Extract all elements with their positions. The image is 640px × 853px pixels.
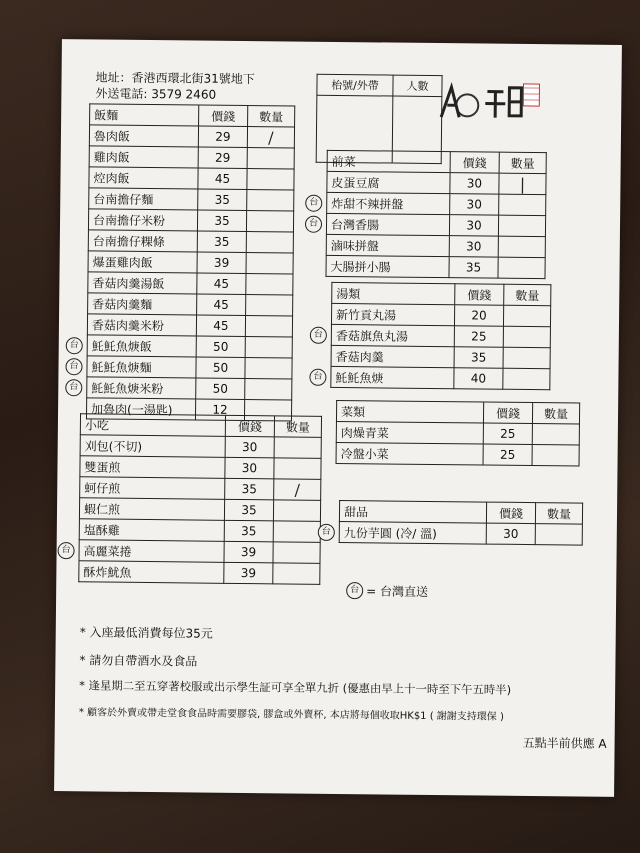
taiwan-direct-icon: 台 xyxy=(305,216,322,233)
item-name-text: 雞肉飯 xyxy=(93,149,130,165)
menu-item-row xyxy=(87,377,292,400)
item-price: 39 xyxy=(224,562,273,584)
item-name xyxy=(61,540,224,563)
item-name-text: 九份芋圓 (冷/ 溫) xyxy=(343,525,437,541)
vegetables-table xyxy=(336,400,581,467)
price-header: 價錢 xyxy=(199,105,248,127)
item-quantity-cell[interactable] xyxy=(498,236,545,257)
note-min-charge: * 入座最低消費每位35元 xyxy=(79,625,213,641)
item-name-text: 台南擔仔麵 xyxy=(93,191,154,207)
menu-item-row xyxy=(79,498,320,522)
item-price: 25 xyxy=(483,423,532,445)
dine-takeaway-label: 枱號/外帶 xyxy=(317,74,393,96)
item-name-text: 魠魠魚焿 xyxy=(335,370,384,385)
item-name xyxy=(88,209,197,231)
item-quantity-cell[interactable] xyxy=(246,232,293,253)
item-name xyxy=(336,421,483,444)
restaurant-logo xyxy=(437,77,541,126)
item-name xyxy=(79,519,224,542)
item-name-text: 新竹貢丸湯 xyxy=(336,307,397,323)
item-price: 25 xyxy=(483,444,532,466)
item-quantity-cell[interactable] xyxy=(503,326,550,347)
item-price: 45 xyxy=(197,273,246,295)
item-name-text: 蚵仔煎 xyxy=(84,480,121,496)
taiwan-direct-icon: 台 xyxy=(318,524,335,541)
menu-item-row xyxy=(80,456,321,480)
item-name xyxy=(326,234,449,256)
menu-item-row xyxy=(79,540,320,564)
item-price: 35 xyxy=(197,210,246,232)
item-price: 20 xyxy=(454,305,503,327)
qty-header: 數量 xyxy=(248,106,295,127)
item-name xyxy=(69,335,196,357)
item-name-text: 皮蛋豆腐 xyxy=(331,175,380,190)
menu-item-row xyxy=(80,477,321,501)
taiwan-direct-icon: 台 xyxy=(58,542,75,559)
item-name xyxy=(88,272,197,294)
item-name-text: 加魯肉(一湯匙) xyxy=(91,401,173,417)
item-name-text: 魠魠魚焿飯 xyxy=(91,338,152,354)
item-name-text: 酥炸魷魚 xyxy=(83,564,132,580)
taiwan-direct-icon: 台 xyxy=(305,195,322,212)
item-quantity-cell[interactable] xyxy=(532,424,579,445)
item-name xyxy=(89,146,198,168)
item-quantity-cell[interactable] xyxy=(247,169,294,190)
menu-item-row xyxy=(326,255,545,278)
item-name xyxy=(69,377,196,399)
menu-item-row xyxy=(89,188,294,211)
price-header: 價錢 xyxy=(486,502,535,524)
menu-item-row xyxy=(89,146,294,169)
handwritten-tally-mark: / xyxy=(268,127,274,147)
menu-item-row xyxy=(336,442,579,466)
item-price: 29 xyxy=(198,126,247,148)
item-price: 30 xyxy=(486,523,535,545)
footer-note: 五點半前供應 A xyxy=(522,735,607,751)
item-price: 30 xyxy=(225,457,274,479)
menu-item-row xyxy=(327,192,546,215)
item-name-text: 高麗菜捲 xyxy=(83,543,132,559)
item-name xyxy=(313,324,454,346)
menu-item-row xyxy=(88,293,293,316)
item-name xyxy=(89,167,198,189)
item-quantity-cell[interactable] xyxy=(274,437,321,458)
note-no-byob: * 請勿自帶酒水及食品 xyxy=(79,653,198,669)
item-name xyxy=(89,125,198,147)
item-name-text: 香菇肉羹湯飯 xyxy=(92,275,165,291)
item-name-text: 魠魠魚焿麵 xyxy=(91,359,152,375)
item-name xyxy=(89,188,198,210)
snacks-title: 小吃 xyxy=(80,414,225,437)
handwritten-tally-mark: / xyxy=(294,480,301,500)
menu-item-row xyxy=(327,171,546,194)
menu-item-row xyxy=(87,356,292,379)
item-quantity-cell[interactable] xyxy=(503,368,550,389)
item-quantity-cell[interactable] xyxy=(246,274,293,295)
item-name xyxy=(88,251,197,273)
persons-label: 人數 xyxy=(393,75,442,97)
menu-item-row xyxy=(79,561,320,585)
item-price: 50 xyxy=(196,378,245,400)
item-name xyxy=(327,171,450,193)
item-quantity-cell[interactable] xyxy=(498,215,545,236)
item-name-text: 香菇旗魚丸湯 xyxy=(335,328,408,344)
rice-noodles-table xyxy=(69,103,295,421)
item-name-text: 魠魠魚焿米粉 xyxy=(91,380,164,396)
item-name-text: 香菇肉羹麵 xyxy=(92,296,153,312)
qty-header: 數量 xyxy=(274,416,321,437)
item-quantity-cell[interactable] xyxy=(246,253,293,274)
snacks-table xyxy=(61,413,322,585)
item-name xyxy=(80,456,225,479)
legend-text: = 台灣直送 xyxy=(366,584,429,599)
item-name-text: 香菇肉羹米粉 xyxy=(91,317,165,333)
item-quantity-cell[interactable] xyxy=(247,127,294,148)
price-header: 價錢 xyxy=(483,402,532,424)
menu-item-row xyxy=(89,125,294,148)
item-name xyxy=(87,314,196,336)
item-quantity-cell[interactable] xyxy=(247,190,294,211)
item-price: 30 xyxy=(225,436,274,458)
item-quantity-cell[interactable] xyxy=(273,521,320,542)
item-name xyxy=(326,255,449,277)
item-quantity-cell[interactable] xyxy=(274,458,321,479)
item-name-text: 台灣香腸 xyxy=(330,217,380,232)
item-name xyxy=(321,522,486,545)
item-price: 45 xyxy=(196,315,245,337)
item-quantity-cell[interactable] xyxy=(498,257,545,278)
menu-item-row xyxy=(326,234,545,257)
item-price: 35 xyxy=(454,347,503,369)
item-price: 40 xyxy=(454,368,503,390)
item-name xyxy=(313,366,454,388)
item-quantity-cell[interactable] xyxy=(245,316,292,337)
item-name-text: 刈包(不切) xyxy=(84,438,143,454)
item-name-text: 大腸拼小腸 xyxy=(330,259,391,275)
menu-item-row xyxy=(339,522,582,546)
item-price: 30 xyxy=(450,194,499,216)
taiwan-direct-icon: 台 xyxy=(66,337,83,354)
menu-sheet xyxy=(54,39,622,797)
item-quantity-cell[interactable] xyxy=(503,347,550,368)
item-price: 35 xyxy=(197,231,246,253)
item-quantity-cell[interactable] xyxy=(274,479,321,500)
item-name xyxy=(79,498,224,521)
item-quantity-cell[interactable] xyxy=(273,563,320,584)
qty-header: 數量 xyxy=(535,503,582,524)
item-quantity-cell[interactable] xyxy=(273,500,320,521)
item-name-text: 爆蛋雞肉飯 xyxy=(92,254,153,270)
item-price: 35 xyxy=(224,499,273,521)
item-name xyxy=(69,356,196,378)
menu-item-row xyxy=(89,167,294,190)
item-price: 35 xyxy=(198,189,247,211)
note-packaging-charge: * 顧客於外賣或帶走堂食食品時需要膠袋, 膠盒或外賣杯, 本店將每個收取HK$1 ( 謝謝支持環保 ) xyxy=(78,707,504,723)
item-name-text: 魯肉飯 xyxy=(93,128,131,144)
item-name-text: 香菇肉羹 xyxy=(335,349,384,364)
menu-item-row xyxy=(331,345,550,368)
vegetables-title: 菜類 xyxy=(336,400,483,423)
item-name-text: 炸甜不辣拼盤 xyxy=(331,196,404,212)
item-quantity-cell[interactable] xyxy=(245,379,292,400)
item-price: 30 xyxy=(449,215,498,237)
qty-header: 數量 xyxy=(532,403,579,424)
item-price: 29 xyxy=(198,147,247,169)
qty-header: 數量 xyxy=(504,284,551,305)
item-name-text: 蝦仁煎 xyxy=(83,501,121,517)
menu-item-row xyxy=(88,251,293,274)
item-quantity-cell[interactable] xyxy=(245,358,292,379)
menu-item-row xyxy=(331,303,550,326)
item-name xyxy=(79,561,224,584)
item-name-text: 雙蛋煎 xyxy=(84,459,121,475)
taiwan-direct-icon: 台 xyxy=(65,358,82,375)
item-name xyxy=(80,435,225,458)
soups-table xyxy=(313,282,551,390)
item-name xyxy=(331,303,454,325)
price-header: 價錢 xyxy=(225,415,274,437)
item-price: 30 xyxy=(449,236,498,258)
taiwan-direct-icon: 台 xyxy=(346,582,363,599)
item-name xyxy=(88,230,197,252)
menu-item-row xyxy=(88,272,293,295)
item-name xyxy=(80,477,225,500)
item-quantity-cell[interactable] xyxy=(503,305,550,326)
item-name-text: 台南擔仔粿條 xyxy=(92,233,165,249)
menu-item-row xyxy=(336,421,579,445)
price-header: 價錢 xyxy=(450,152,499,174)
delivery-phone: 外送電話: 3579 2460 xyxy=(95,86,217,102)
rice-noodles-title: 飯麵 xyxy=(90,104,199,126)
menu-item-row xyxy=(80,435,321,459)
menu-item-row xyxy=(326,213,545,236)
item-quantity-cell[interactable] xyxy=(247,148,294,169)
note-student-discount: * 逢星期二至五穿著校服或出示學生証可享全單九折 (優惠由早上十一時至下午五時半) xyxy=(79,678,512,697)
item-name xyxy=(88,293,197,315)
menu-item-row xyxy=(88,230,293,253)
appetizers-title: 前菜 xyxy=(327,150,450,172)
item-quantity-cell[interactable] xyxy=(246,295,293,316)
item-name xyxy=(331,345,454,367)
qty-header: 數量 xyxy=(499,152,546,173)
price-header: 價錢 xyxy=(455,284,504,306)
item-price: 35 xyxy=(224,520,273,542)
item-name xyxy=(336,442,483,465)
menu-item-row xyxy=(87,314,292,337)
desserts-table xyxy=(321,500,583,546)
appetizers-table xyxy=(308,150,546,279)
item-quantity-cell[interactable] xyxy=(532,445,579,466)
item-quantity-cell[interactable] xyxy=(499,194,546,215)
menu-item-row xyxy=(331,366,550,389)
taiwan-direct-icon: 台 xyxy=(309,369,326,386)
menu-item-row xyxy=(88,209,293,232)
taiwan-direct-icon: 台 xyxy=(310,327,327,344)
item-name-text: 滷味拼盤 xyxy=(330,238,379,253)
item-name xyxy=(309,192,450,214)
menu-item-row xyxy=(79,519,320,543)
item-name-text: 台南擔仔米粉 xyxy=(92,212,166,228)
item-price: 12 xyxy=(195,399,244,421)
item-quantity-cell[interactable] xyxy=(273,542,320,563)
address: 地址：香港西環北街31號地下 xyxy=(95,70,255,87)
desserts-title: 甜品 xyxy=(339,501,486,524)
item-price: 25 xyxy=(454,326,503,348)
item-name-text: 塩酥雞 xyxy=(83,522,120,538)
item-price: 30 xyxy=(450,173,499,195)
menu-item-row xyxy=(87,335,292,358)
item-price: 39 xyxy=(197,252,246,274)
menu-item-row xyxy=(331,324,550,347)
item-price: 50 xyxy=(196,336,245,358)
item-name-text: 肉燥青菜 xyxy=(340,425,389,441)
item-name-text: 冷盤小菜 xyxy=(340,446,389,462)
item-name-text: 焢肉飯 xyxy=(93,170,130,186)
handwritten-tally-mark: | xyxy=(519,174,526,194)
item-quantity-cell[interactable] xyxy=(245,337,292,358)
item-quantity-cell[interactable] xyxy=(499,173,546,194)
soups-title: 湯類 xyxy=(332,282,455,304)
item-price: 35 xyxy=(449,257,498,279)
item-quantity-cell[interactable] xyxy=(246,211,293,232)
item-name xyxy=(308,213,449,235)
item-price: 39 xyxy=(224,541,273,563)
item-price: 45 xyxy=(198,168,247,190)
taiwan-direct-icon: 台 xyxy=(65,379,82,396)
item-quantity-cell[interactable] xyxy=(535,524,582,545)
item-price: 35 xyxy=(225,478,274,500)
item-price: 45 xyxy=(197,294,246,316)
item-price: 50 xyxy=(196,357,245,379)
